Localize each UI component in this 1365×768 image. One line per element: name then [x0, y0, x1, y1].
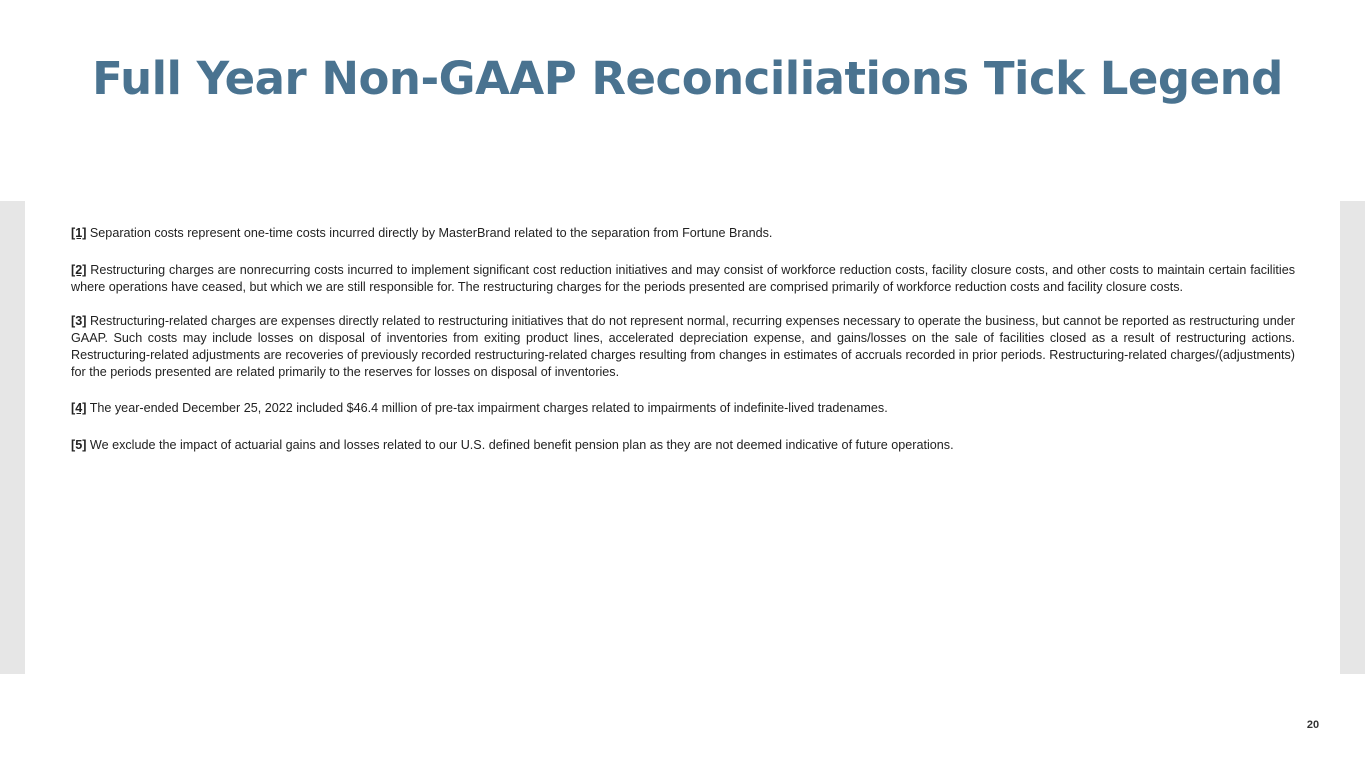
slide-title: Full Year Non-GAAP Reconciliations Tick Legend	[92, 52, 1283, 105]
footnote-2	[71, 262, 1295, 296]
footnotes-list	[71, 225, 1295, 474]
footnote-3	[71, 313, 1295, 381]
footnote-text: Restructuring-related charges are expenses directly related to restructuring initiatives that do not represent normal, recurring expenses necessary to operate the business, but cannot be reported as restructuring under GAAP. Such costs may include losses on disposal of inventories from exiting product lines, accelerated depreciation expense, and gains/losses on the sale of facilities closed as a result of restructuring actions. Restructuring-related adjustments are recoveries of previously recorded restructuring-related charges resulting from changes in estimates of accruals recorded in prior periods. Restructuring-related charges/(adjustments) for the periods presented are related primarily to the reserves for losses on disposal of inventories.	[71, 314, 1295, 379]
footnote-4	[71, 400, 1295, 417]
footnote-text: Restructuring charges are nonrecurring costs incurred to implement significant cost reduction initiatives and may consist of workforce reduction costs, facility closure costs, and other costs to maintain certain facilities where operations have ceased, but which we are still responsible for. The restructuring charges for the periods presented are comprised primarily of workforce reduction costs and facility closure costs.	[71, 263, 1296, 294]
footnote-1	[71, 225, 1295, 242]
footnote-marker: [2]	[71, 263, 87, 277]
right-side-bar	[1340, 201, 1365, 674]
footnote-marker: [3]	[71, 314, 87, 328]
footnote-5	[71, 437, 1295, 454]
footnote-text: Separation costs represent one-time costs incurred directly by MasterBrand related to the separation from Fortune Brands.	[89, 226, 773, 240]
footnote-marker: [4]	[71, 401, 87, 415]
footnote-marker: [5]	[71, 438, 87, 452]
footnote-marker: [1]	[71, 226, 87, 240]
footnote-text: The year-ended December 25, 2022 included $46.4 million of pre-tax impairment charges related to impairments of indefinite-lived tradenames.	[89, 401, 888, 415]
footnote-text: We exclude the impact of actuarial gains and losses related to our U.S. defined benefit pension plan as they are not deemed indicative of future operations.	[89, 438, 954, 452]
page-number: 20	[1306, 719, 1320, 731]
left-side-bar	[0, 201, 25, 674]
